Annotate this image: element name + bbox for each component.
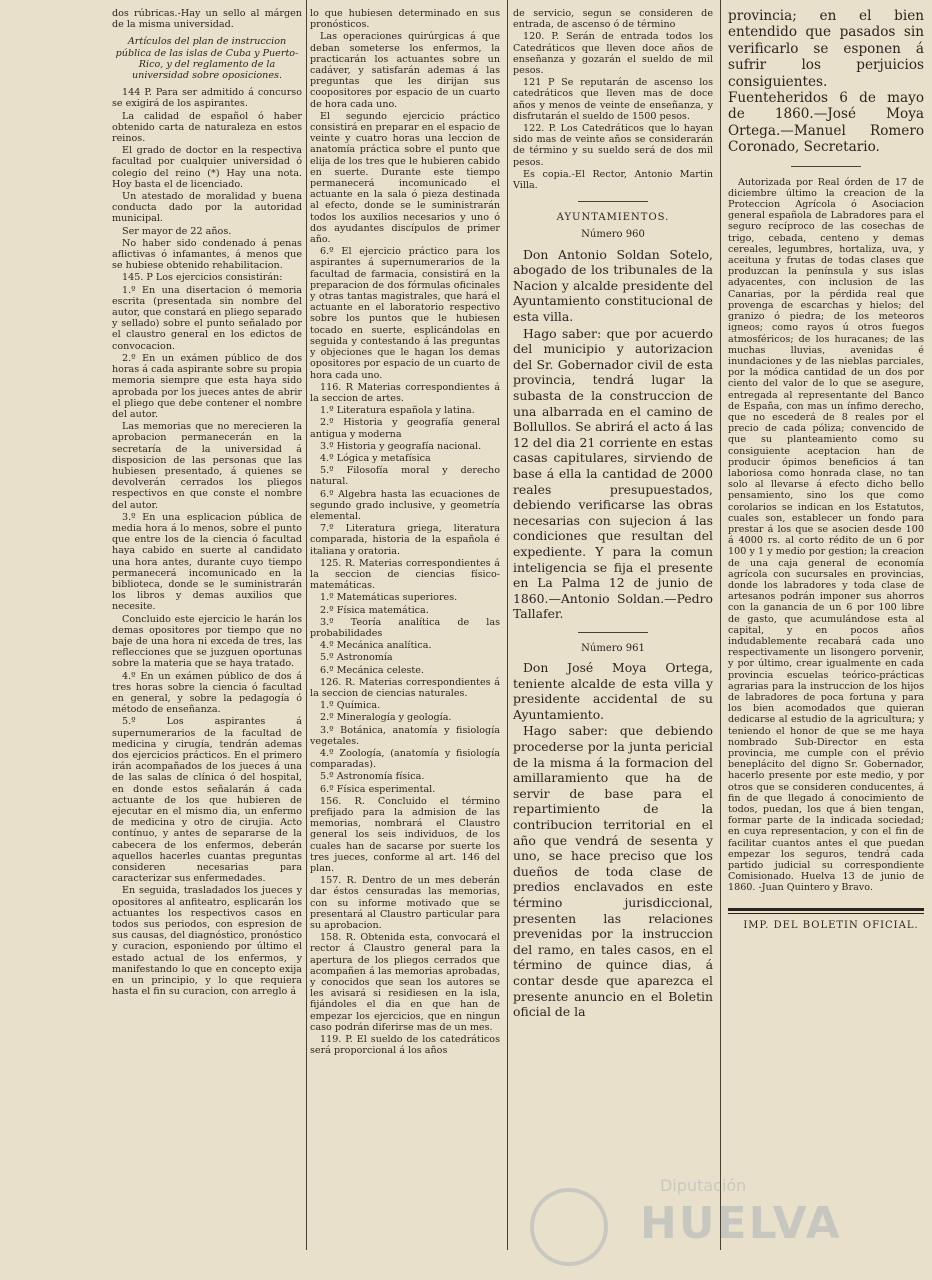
watermark-small: Diputación <box>660 1176 747 1195</box>
paragraph: Las operaciones quirúrgicas á que deban someterse los enfermos, la practicarán los actuantes sobre un cadáver, y satisfarán ademas á las preguntas que les dirijan sus coopositores por espacio de un cuarto de hora cada uno. <box>310 31 500 110</box>
list-item: 4.º Mecánica analítica. <box>320 640 432 652</box>
watermark <box>520 1170 842 1270</box>
list-item: 5.º Filosofía moral y derecho natural. <box>310 465 500 488</box>
paragraph: Un atestado de moralidad y buena conducta dado por la autoridad municipal. <box>112 191 302 225</box>
notice-number: Número 960 <box>581 229 645 241</box>
watermark-text: HUELVA <box>640 1198 842 1249</box>
list-item: 4.º Zoología, (anatomía y fisiología comparadas). <box>310 748 500 771</box>
list-item: 5.º Astronomía <box>320 652 393 664</box>
list-item: 1.º Matemáticas superiores. <box>320 592 458 604</box>
column-rule <box>720 0 721 1250</box>
paragraph: 6.º El ejercicio práctico para los aspirantes á supernumerarios de la facultad de farmacia, consistirá en la preparacion de dos fórmulas oficinales y otras tantas magistrales, que hará el actuante en el laboratorio respectivo sobre los puntos que le hubiesen tocado en suerte, esplicándolas en seguida y contestando á las preguntas y objeciones que le hagan los demas opositores por espacio de un cuarto de hora cada uno. <box>310 246 500 381</box>
paragraph: 116. R Materias correspondientes á la seccion de artes. <box>310 381 500 404</box>
list-item: 3.º Teoría analítica de las probabilidades <box>310 616 500 639</box>
paragraph: 4.º En un exámen público de dos á tres horas sobre la ciencia ó facultad en general, y sobre la pedagogía ó método de enseñanza. <box>112 670 302 716</box>
paragraph: En seguida, trasladados los jueces y opositores al anfiteatro, esplicarán los actuantes los respectivos casos en todos sus periodos, con espresion de sus causas, del diagnóstico, pronóstico y curacion, esponiendo por último el estado actual de los enfermos, y manifestando lo que en concepto exija en un principio, y lo que requiera hasta el fin su curacion, con arreglo á <box>112 885 302 998</box>
list-item: 3.º Botánica, anatomía y fisiología vegetales. <box>310 724 500 747</box>
list-item: 7.º Literatura griega, literatura comparada, historia de la española é italiana y oratoria. <box>310 523 500 557</box>
column-1 <box>112 8 302 1260</box>
double-rule <box>728 908 924 914</box>
list-item: 6.º Algebra hasta las ecuaciones de segundo grado inclusive, y geometría elemental. <box>310 488 500 522</box>
paragraph: 3.º En una esplicacion pública de media hora á lo menos, sobre el punto que entre los de la ciencia ó facultad haya cabido en suerte al candidato una hora antes, durante cuyo tiempo permanecerá incomunicado en la biblioteca, donde se le suministrarán los libros y demas auxilios que necesite. <box>112 511 302 613</box>
paragraph: 5.º Los aspirantes á supernumerarios de la facultad de medicina y cirugía, tendrán ademas dos ejercicios prácticos. En el primero irán acompañados de los jueces á una de las salas de clínica ó del hospital, en donde estos señalarán á cada actuante de los que hubieren de ejecutar en el mismo dia, un enfermo de medicina y otro de cirujia. Acto contínuo, y antes de separarse de la cabecera de los enfermos, deberán aquellos hacerles cuantas preguntas consideren necesarias para caracterizar sus enfermedades. <box>112 716 302 885</box>
paragraph: 126. R. Materias correspondientes á la seccion de ciencias naturales. <box>310 676 500 699</box>
list-item: 2.º Mineralogía y geología. <box>320 712 452 724</box>
paragraph: La calidad de español ó haber obtenido carta de naturaleza en estos reinos. <box>112 110 302 145</box>
paragraph: 120. P. Serán de entrada todos los Catedráticos que lleven doce años de enseñanza y gozarán el sueldo de mil pesos. <box>513 31 713 77</box>
logo-icon <box>530 1188 608 1266</box>
paragraph: Las memorias que no merecieren la aprobacion permanecerán en la secretaría de la universidad á disposicion de las personas que las hubiesen presentado, á quienes se devolverán cerrados los pliegos respectivos en que conste el nombre del autor. <box>112 421 302 511</box>
paragraph: Es copia.-El Rector, Antonio Martin Villa. <box>513 168 713 192</box>
paragraph: de servicio, segun se consideren de entrada, de ascenso ó de término <box>513 8 713 31</box>
paragraph: 125. R. Materias correspondientes á la seccion de ciencias físico-matemáticas. <box>310 557 500 592</box>
paragraph: Hago saber: que debiendo procederse por la junta pericial de la misma á la formacion del amillaramiento que ha de servir de base para el repartimiento de la contribucion territorial en el año que vendrá de sesenta y uno, se hace preciso que los dueños de toda clase de predios enclavados en este término jurisdiccional, presenten las relaciones prevenidas por la instruccion del ramo, en tales casos, en el término de quince dias, á contar desde que aparezca el presente anuncio en el Boletin oficial de la <box>513 723 713 1020</box>
list-item: 2.º Historia y geografía general antigua y moderna <box>310 417 500 440</box>
paragraph: El grado de doctor en la respectiva facultad por cualquier universidad ó colegio del reino (*) Hay una nota. Hoy basta el de licenciado. <box>112 145 302 190</box>
paragraph: lo que hubiesen determinado en sus pronósticos. <box>310 8 500 31</box>
column-rule <box>306 0 307 1250</box>
imprint: IMP. DEL BOLETIN OFICIAL. <box>743 919 919 931</box>
paragraph: Concluido este ejercicio le harán los demas opositores por tiempo que no baje de una hora ni exceda de tres, las reflecciones que se juzguen oportunas sobre la materia que se haya tratado. <box>112 613 302 670</box>
column-rule <box>507 0 508 1250</box>
list-item: 6.º Física esperimental. <box>320 783 436 795</box>
paragraph: 158. R. Obtenida esta, convocará el rector á Claustro general para la apertura de los pliegos cerrados que acompañen á las memorias aprobadas, y conocidos que sean los autores se les avisará si residiesen en la isla, fijándoles el dia en que han de empezar los ejercicios, que en ningun caso podrán diferirse mas de un mes. <box>310 932 500 1033</box>
section-heading: AYUNTAMIENTOS. <box>556 212 670 224</box>
notice-number: Número 961 <box>581 642 645 654</box>
paragraph: 122. P. Los Catedráticos que lo hayan sido mas de veinte años se considerarán de término y su sueldo será de dos mil pesos. <box>513 123 713 168</box>
paragraph: dos rúbricas.-Hay un sello al márgen de la misma universidad. <box>112 8 302 31</box>
section-title: Artículos del plan de instruccion pública de las islas de Cuba y Puerto-Rico, y del reglamento de la universidad sobre oposiciones. <box>115 36 299 82</box>
paragraph: El segundo ejercicio práctico consistirá en preparar en el espacio de veinte y cuatro horas una leccion de anatomía práctica sobre el punto que elija de los tres que le hubieren cabido en suerte. Durante este tiempo permanecerá incomunicado el actuante en la sala ó pieza destinada al efecto, donde se le suministrarán todos los auxilios necesarios y uno ó dos ayudantes discípulos de primer año. <box>310 110 500 246</box>
paragraph: 119. P. El sueldo de los catedráticos será proporcional á los años <box>310 1034 500 1057</box>
paragraph: 144 P. Para ser admitido á concurso se exigirá de los aspirantes. <box>112 87 302 110</box>
column-2 <box>310 8 500 1260</box>
paragraph: Don Antonio Soldan Sotelo, abogado de los tribunales de la Nacion y alcalde presidente del Ayuntamiento constitucional de esta villa. <box>513 246 713 325</box>
separator <box>791 166 861 167</box>
paragraph: 145. P Los ejercicios consistirán: <box>122 272 283 284</box>
paragraph: 2.º En un exámen público de dos horas á cada aspirante sobre su propia memoria siempre que esta haya sido aprobada por los jueces antes de abrir el pliego que debe contener el nombre del autor. <box>112 352 302 420</box>
paragraph: 121 P Se reputarán de ascenso los catedráticos que lleven mas de doce años y menos de veinte de enseñanza, y disfrutarán el sueldo de 1500 pesos. <box>513 77 713 122</box>
list-item: 3.º Historia y geografía nacional. <box>320 440 482 452</box>
list-item: 1.º Química. <box>320 700 381 712</box>
list-item: 1.º Literatura española y latina. <box>320 405 475 417</box>
paragraph: 156. R. Concluido el término prefijado para la admision de las memorias, nombrará el Claustro general los seis individuos, de los cuales han de sacarse por suerte los tres jueces, conforme al art. 146 del plan. <box>310 795 500 875</box>
paragraph: Don José Moya Ortega, teniente alcalde de esta villa y presidente accidental de su Ayuntamiento. <box>513 660 713 722</box>
separator <box>578 632 648 633</box>
paragraph: 157. R. Dentro de un mes deberán dar éstos censuradas las memorias, con su informe motivado que se presentará al Claustro particular para su aprobacion. <box>310 875 500 932</box>
paragraph: No haber sido condenado á penas aflictivas ó infamantes, á menos que se hubiese obtenido rehabilitacion. <box>112 237 302 272</box>
list-item: 4.º Lógica y metafísica <box>320 452 431 464</box>
column-4 <box>728 8 924 1260</box>
paragraph: Ser mayor de 22 años. <box>122 225 232 237</box>
paragraph: Hago saber: que por acuerdo del municipio y autorizacion del Sr. Gobernador civil de esta provincia, tendrá lugar la subasta de la construccion de una albarrada en el camino de Bollullos. Se abrirá el acto á las 12 del dia 21 corriente en estas casas capitulares, sirviendo de base á ella la cantidad de 2000 reales presupuestados, debiendo verificarse las obras necesarias con sujecion á las condiciones que resultan del expediente. Y para la comun inteligencia se fija el presente en La Palma 12 de junio de 1860.—Antonio Soldan.—Pedro Tallafer. <box>513 325 713 622</box>
list-item: 2.º Física matemática. <box>320 604 429 616</box>
paragraph: Autorizada por Real órden de 17 de diciembre último la creacion de la Proteccion Agrícola ó Asociacion general española de Labradores para el seguro recíproco de las cosechas de trigo, cebada, centeno y demas cereales, legumbres, hortaliza, uva, y aceituna y frutas de todas clases que produzcan la península y sus islas adyacentes, con inclusion de las Canarias, por la pérdida real que provenga de escarchas y hielos; del granizo ó piedra; de los meteoros igneos; como rayos ú otros fuegos atmosféricos; de los huracanes; de las muchas lluvias, avenidas é inundaciones y de las nieblas parciales, por la módica cantidad de un dos por ciento del valor de lo que se asegure, entregada al representante del Banco de España, con mas un ínfimo derecho, que no escederá de 8 reales por el precio de cada póliza; convencido de que su planteamiento como su consiguiente aceptacion han de producir ópimos beneficios á tan laboriosa como honrada clase, no tan solo al llevarse á efecto dicho bello pensamiento, sino los que como corolarios se indican en los Estatutos, cuales son, establecer un fondo para prestar á los que se asocien desde 100 á 4000 rs. al corto rédito de un 6 por 100 y 1 y medio por gestion; la creacion de una caja general de economía agrícola con sucursales en provincias, donde los labradores y toda clase de artesanos podrán imponer sus ahorros con la ganancia de un 6 por 100 libre de gasto, que acumulándose esta al capital, y en pocos años indudablemente recabará cada uno respectivamente un lisongero porvenir, y por último, crear igualmente en cada provincia escuelas teórico-prácticas agrarias para la instruccion de los hijos de labradores de poca fortuna y para los bien acomodados que quieran dedicarse al estudio de la agricultura; y teniendo el honor de que se me haya nombrado Sub-Director en esta provincia, me cumple con el prévio beneplácito del digno Sr. Gobernador, hacerlo presente por este medio, y por otros que se consideren conducentes, á fin de que llegado á conocimiento de todos, puedan, los que á bien tengan, formar parte de la indicada sociedad; en cuya representacion, y con el fin de facilitar cuantos antes el que puedan empezar los seguros, tendrá cada partido judicial su correspondiente Comisionado. Huelva 13 de junio de 1860. -Juan Quintero y Bravo. <box>728 176 924 894</box>
column-3 <box>513 8 713 1260</box>
list-item: 5.º Astronomía física. <box>320 771 425 783</box>
paragraph: 1.º En una disertacion ó memoria escrita (presentada sin nombre del autor, que constará en pliego separado y sellado) sobre el punto señalado por el claustro general en los edictos de convocacion. <box>112 284 302 352</box>
list-item: 6.º Mecánica celeste. <box>320 664 424 676</box>
paragraph: provincia; en el bien entendido que pasados sin verificarlo se esponen á sufrir los perjuicios consiguientes. Fuenteheridos 6 de mayo de 1860.—José Moya Ortega.—Manuel Romero Coronado, Secretario. <box>728 8 924 156</box>
separator <box>578 201 648 202</box>
